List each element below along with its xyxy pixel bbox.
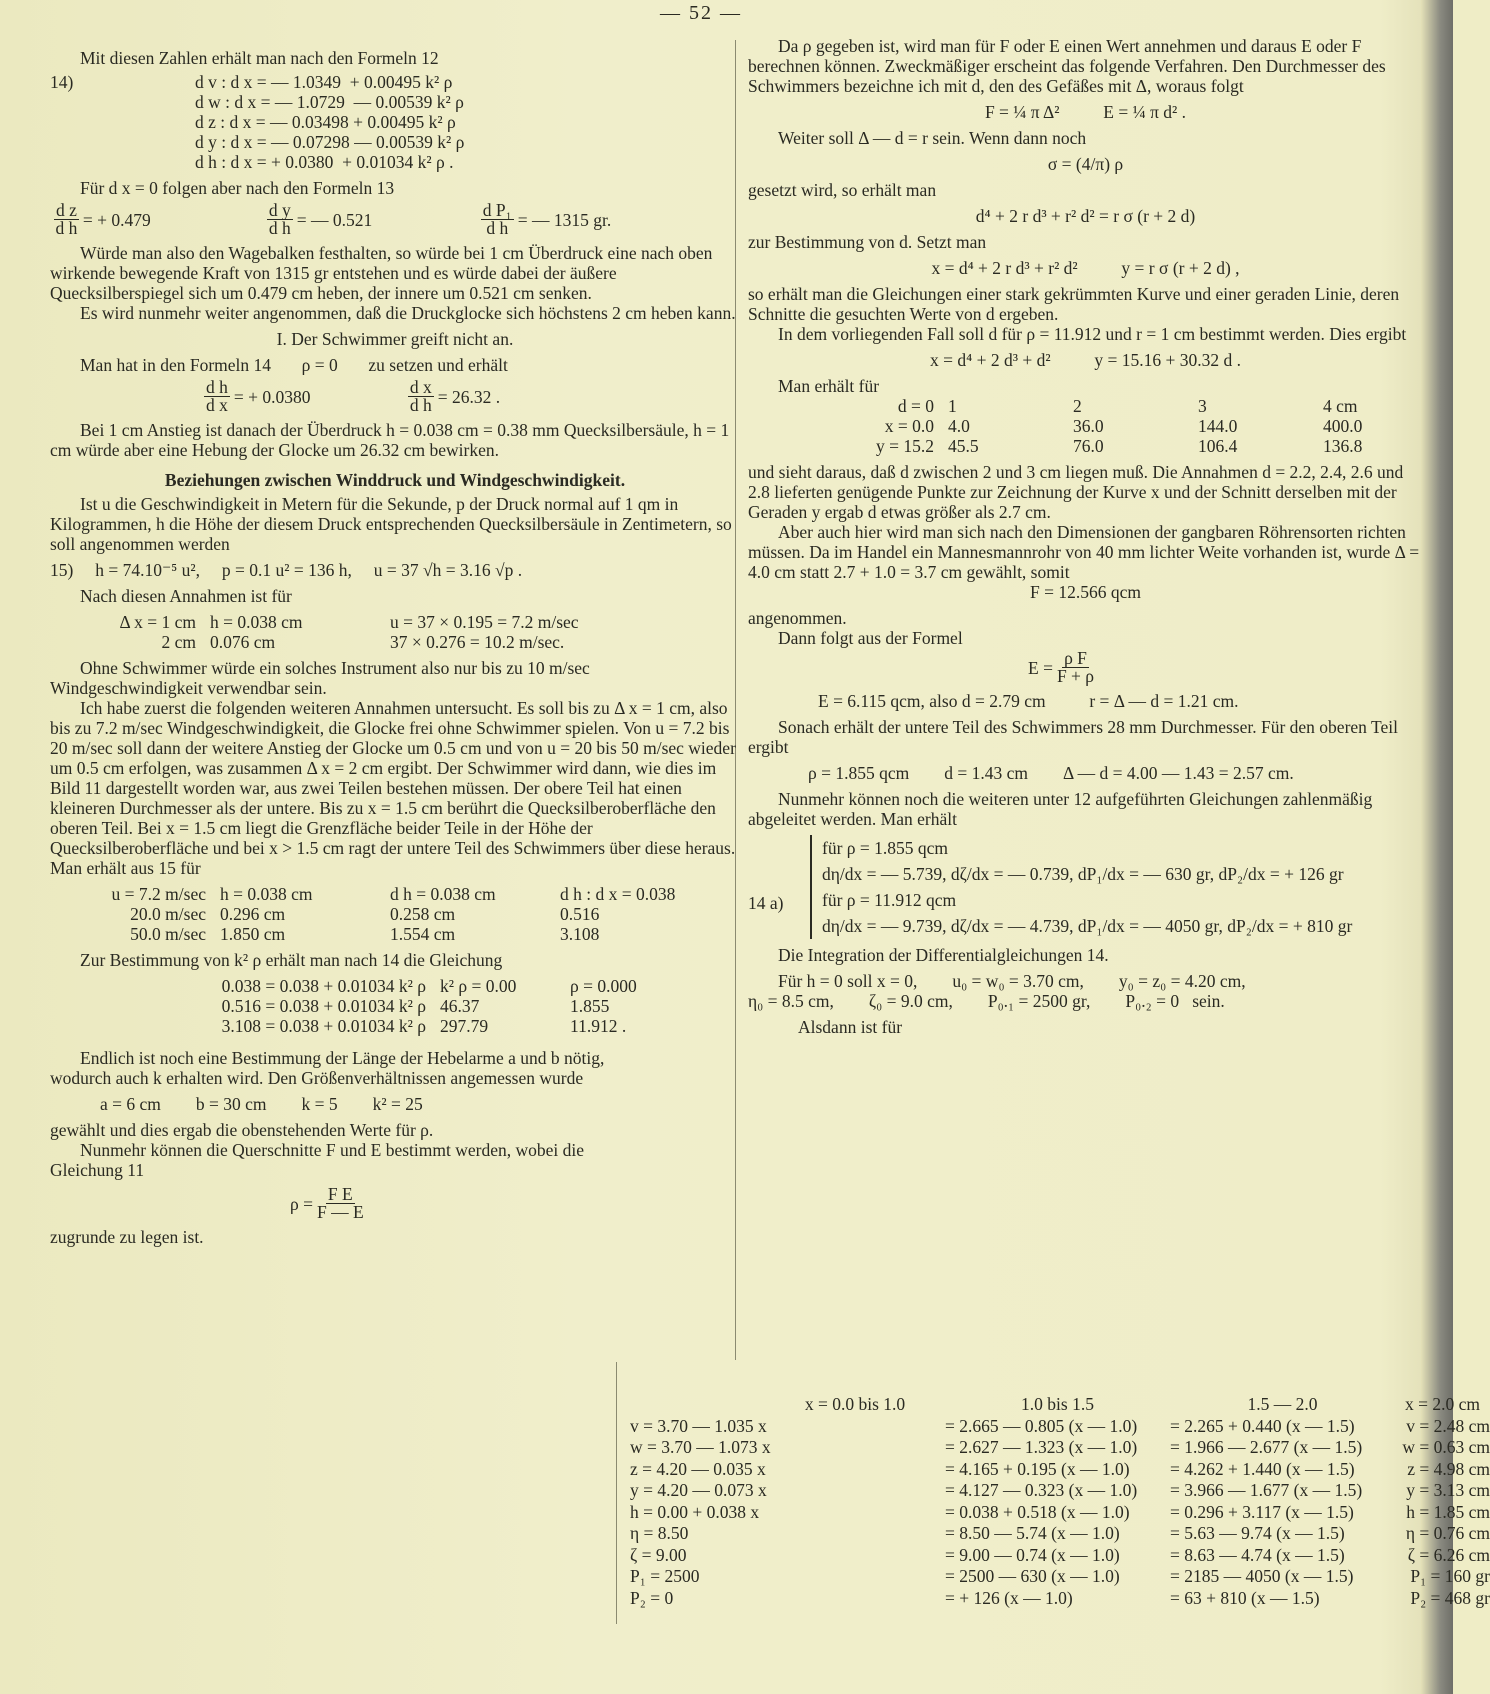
equation-line: d v : d x = — 1.0349 + 0.00495 k² ρ (195, 72, 453, 92)
equation-line: dη/dx = — 5.739, dζ/dx = — 0.739, dP₁/dx = — 630 gr, dP₂/dx = + 126 gr (822, 864, 1344, 884)
table-cell: = 2.627 — 1.323 (x — 1.0) (945, 1437, 1138, 1457)
table-cell: = 8.50 — 5.74 (x — 1.0) (945, 1523, 1120, 1543)
denominator: F + ρ (1056, 666, 1095, 686)
equation-label: 14) (50, 72, 74, 92)
rho2-values: ρ = 1.855 qcm d = 1.43 cm Δ — d = 4.00 — 1.43 = 2.57 cm. (808, 763, 1294, 783)
table-cell: = 9.00 — 0.74 (x — 1.0) (945, 1544, 1120, 1565)
table-cell: 11.912 . (570, 1016, 627, 1036)
dx-table (50, 612, 740, 652)
table-cell: 297.79 (440, 1016, 489, 1036)
header-cell: 1.0 bis 1.5 (1021, 1394, 1094, 1414)
table-cell: = + 126 (x — 1.0) (945, 1587, 1073, 1608)
table-cell: u = 37 × 0.195 = 7.2 m/sec (390, 612, 579, 632)
paragraph: Ohne Schwimmer würde ein solches Instrument also nur bis zu 10 m/sec Windgeschwindigkeit verwendbar sein. (50, 658, 590, 698)
table-row (630, 1458, 1490, 1481)
denominator: d h (268, 218, 291, 238)
d-table (798, 396, 1423, 456)
numerator: d x (409, 377, 432, 397)
paragraph: so erhält man die Gleichungen einer stark gekrümmten Kurve und einer geraden Linie, deren Schnitte die gesuchten Werte von d ergeben. (748, 284, 1400, 324)
paragraph: Aber auch hier wird man sich nach den Dimensionen der gangbaren Röhrensorten richten müssen. Da im Handel ein Mannesmannrohr von 40 mm lichter Weite vorhanden ist, wurde Δ = 4.0 cm statt 2.7 + 1.0 = 3.7 cm gewählt, somit (748, 522, 1420, 582)
table-cell: η = 8.50 (630, 1523, 689, 1543)
table-cell: 0.038 = 0.038 + 0.01034 k² ρ (221, 976, 426, 996)
table-cell: 46.37 (440, 996, 480, 1016)
table-cell: P₂ = 0 (630, 1587, 674, 1608)
equation-line: d y : d x = — 0.07298 — 0.00539 k² ρ (195, 132, 465, 152)
paragraph: Man hat in den Formeln 14 ρ = 0 zu setzen und erhält (80, 355, 508, 375)
paragraph: Es wird nunmehr weiter angenommen, daß die Druckglocke sich höchstens 2 cm heben kann. (80, 303, 736, 323)
header-cell: x = 0.0 bis 1.0 (804, 1394, 906, 1414)
table-cell: z = 4.98 cm (1407, 1458, 1490, 1479)
table-cell: 1.855 (570, 996, 610, 1016)
right-column (748, 36, 1423, 1037)
fraction (54, 202, 79, 237)
rho-formula (290, 1186, 620, 1221)
paragraph: Nach diesen Annahmen ist für (80, 586, 292, 606)
table-row (630, 1437, 1490, 1459)
table-cell: d h = 0.038 cm (390, 884, 496, 904)
table-row (630, 1523, 1490, 1545)
table-cell: 0.296 cm (220, 904, 286, 924)
table-row (630, 1501, 1490, 1524)
equation-line: d z : d x = — 0.03498 + 0.00495 k² ρ (195, 112, 456, 132)
table-cell: = 2.265 + 0.440 (x — 1.5) (1170, 1415, 1355, 1436)
paragraph: Nunmehr können die Querschnitte F und E bestimmt werden, wobei die Gleichung 11 (50, 1140, 584, 1180)
xy2-formula: x = d⁴ + 2 d³ + d² y = 15.16 + 30.32 d . (930, 350, 1241, 370)
paragraph: Alsdann ist für (798, 1017, 903, 1037)
paragraph: Zur Bestimmung von k² ρ erhält man nach 14 die Gleichung (80, 950, 503, 970)
table-cell: = 0.296 + 3.117 (x — 1.5) (1170, 1501, 1354, 1522)
fraction (267, 202, 293, 237)
fractions-row-1 (50, 202, 740, 237)
table-cell: h = 1.85 cm (1406, 1501, 1490, 1522)
fraction (1057, 650, 1094, 685)
table-cell: 136.8 (1323, 436, 1363, 456)
table-cell: = 4.127 — 0.323 (x — 1.0) (945, 1480, 1138, 1500)
table-cell: = 2500 — 630 (x — 1.0) (945, 1566, 1120, 1586)
table-cell: 20.0 m/sec (130, 904, 206, 924)
left-column (50, 48, 740, 1247)
table-cell: = 1.966 — 2.677 (x — 1.5) (1170, 1437, 1363, 1457)
table-cell: = 4.262 + 1.440 (x — 1.5) (1170, 1458, 1355, 1479)
denominator: d h (486, 218, 509, 238)
table-cell: d h : d x = 0.038 (560, 884, 676, 904)
u-table (50, 884, 740, 944)
fraction (204, 379, 230, 414)
table-cell: 400.0 (1323, 416, 1363, 436)
table-row (630, 1544, 1490, 1567)
fraction (481, 202, 514, 237)
table-cell: v = 3.70 — 1.035 x (630, 1415, 767, 1436)
paragraph: Würde man also den Wagebalken festhalten, so würde bei 1 cm Überdruck eine nach oben wirkende bewegende Kraft von 1315 gr entstehen und es würde dabei der äußere Quecksilberspiegel sich um 0.479 cm heben, der innere um 0.521 cm senken. (50, 243, 713, 303)
table-cell: 0.258 cm (390, 904, 456, 924)
table-cell: y = 4.20 — 0.073 x (630, 1480, 767, 1500)
paragraph: Weiter soll Δ — d = r sein. Wenn dann noch (778, 128, 1087, 148)
table-cell: h = 0.038 cm (220, 884, 313, 904)
table-cell: 3.108 (560, 924, 600, 944)
table-cell: y = 15.2 (876, 436, 934, 456)
paragraph: Man erhält für (778, 376, 880, 396)
table-cell: 37 × 0.276 = 10.2 m/sec. (390, 632, 565, 652)
table-cell: P₁ = 2500 (630, 1566, 700, 1586)
paragraph: Dann folgt aus der Formel (778, 628, 963, 648)
table-cell: h = 0.038 cm (210, 612, 303, 632)
table-cell: 4 cm (1323, 396, 1358, 416)
ab-values: a = 6 cm b = 30 cm k = 5 k² = 25 (100, 1094, 423, 1114)
table-cell: P₂ = 468 gr (1410, 1587, 1490, 1608)
table-cell: 3.108 = 0.038 + 0.01034 k² ρ (221, 1016, 426, 1036)
k-table (120, 976, 740, 1036)
equation-line: d h : d x = + 0.0380 + 0.01034 k² ρ . (195, 152, 454, 172)
table-row (630, 1587, 1490, 1610)
fraction-value: = — 0.521 (296, 209, 373, 230)
table-cell: y = 3.13 cm (1406, 1480, 1490, 1500)
table-cell: w = 0.63 cm (1402, 1437, 1490, 1457)
denominator: d x (206, 395, 228, 415)
table-cell: 2 cm (161, 632, 196, 652)
paragraph: Sonach erhält der untere Teil des Schwimmers 28 mm Durchmesser. Für den oberen Teil ergibt (748, 717, 1398, 757)
table-cell: v = 2.48 cm (1406, 1415, 1490, 1436)
table-row (630, 1480, 1490, 1502)
table-cell: 1.850 cm (220, 924, 286, 944)
equation-line: für ρ = 11.912 qcm (822, 890, 957, 910)
equation-15: 15) h = 74.10⁻⁵ u², p = 0.1 u² = 136 h, u = 37 √h = 3.16 √p . (50, 560, 523, 580)
table-header (630, 1394, 1480, 1416)
table-cell: k² ρ = 0.00 (440, 976, 517, 996)
initial-values-1: Für h = 0 soll x = 0, u₀ = w₀ = 3.70 cm, y₀ = z₀ = 4.20 cm, (778, 971, 1246, 991)
equation-14 (50, 72, 740, 172)
page-number: — 52 — (660, 2, 742, 24)
table-cell: z = 4.20 — 0.035 x (630, 1458, 766, 1479)
formula-lhs: ρ = (290, 1193, 313, 1214)
table-cell: Δ x = 1 cm (119, 612, 196, 632)
paragraph: Ich habe zuerst die folgenden weiteren Annahmen untersucht. Es soll bis zu Δ x = 1 cm, also bis zu 7.2 m/sec Windgeschwindigkeit, die Glocke frei ohne Schwimmer spielen. Von u = 7.2 bis 20 m/sec soll dann der weitere Anstieg der Glocke um 0.5 cm und von u = 20 bis 50 m/sec wieder um 0.5 cm erfolgen, was zusammen Δ x = 2 cm ergibt. Der Schwimmer wird dann, wie dies im Bild 11 dargestellt worden war, aus zwei Teilen bestehen müssen. Der obere Teil hat einen kleineren Durchmesser als der untere. Bis zu x = 1.5 cm berührt die Quecksilberoberfläche den oberen Teil. Bei x = 1.5 cm liegt die Grenzfläche beider Teile in der Höhe der Quecksilberoberfläche und bei x > 1.5 cm ragt der untere Teil des Schwimmers über diese heraus. Man erhält aus 15 für (50, 698, 736, 878)
fraction-value: = — 1315 gr. (517, 209, 612, 230)
formula-lhs: E = (1028, 657, 1053, 678)
paragraph: Nunmehr können noch die weiteren unter 12 aufgeführten Gleichungen zahlenmäßig abgeleitet werden. Man erhält (748, 789, 1373, 829)
table-cell: d = 0 (897, 396, 934, 416)
table-cell: 2 (1073, 396, 1082, 416)
table-cell: P₁ = 160 gr (1410, 1566, 1490, 1586)
paragraph: zur Bestimmung von d. Setzt man (748, 232, 987, 252)
denominator: d h (55, 218, 78, 238)
table-cell: = 8.63 — 4.74 (x — 1.5) (1170, 1544, 1345, 1565)
initial-values-2: η₀ = 8.5 cm, ζ₀ = 9.0 cm, P₀.₁ = 2500 gr, P₀.₂ = 0 sein. (748, 991, 1225, 1011)
fractions-row-2 (200, 379, 740, 414)
fraction-value: = + 0.0380 (233, 386, 311, 407)
header-cell: 1.5 — 2.0 (1247, 1394, 1318, 1414)
table-cell: 45.5 (948, 436, 979, 456)
table-row (630, 1415, 1490, 1438)
numerator: F E (327, 1184, 353, 1204)
table-cell: 1 (948, 396, 957, 416)
table-cell: 4.0 (948, 416, 970, 436)
table-cell: h = 0.00 + 0.038 x (630, 1501, 760, 1522)
equation-label: 14 a) (748, 893, 784, 913)
integration-table (630, 1394, 1490, 1609)
denominator: d h (409, 395, 432, 415)
equation-line: dη/dx = — 9.739, dζ/dx = — 4.739, dP₁/dx = — 4050 gr, dP₂/dx = + 810 gr (822, 916, 1353, 936)
table-cell: = 63 + 810 (x — 1.5) (1170, 1587, 1320, 1608)
table-cell: 3 (1198, 396, 1207, 416)
paragraph: Ist u die Geschwindigkeit in Metern für die Sekunde, p der Druck normal auf 1 qm in Kilogrammen, h die Höhe der diesem Druck entsprechenden Quecksilbersäule in Zentimetern, so soll angenommen werden (50, 494, 732, 554)
numerator: ρ F (1064, 648, 1087, 668)
paragraph: zugrunde zu legen ist. (50, 1227, 204, 1247)
xy-formula: x = d⁴ + 2 r d³ + r² d² y = r σ (r + 2 d) , (931, 258, 1240, 278)
fe-formula: F = ¼ π Δ² E = ¼ π d² . (984, 102, 1187, 122)
table-cell: u = 7.2 m/sec (111, 884, 206, 904)
numerator: d P₁ (482, 200, 512, 220)
equation-lines (195, 72, 464, 172)
column-rule-lower (616, 1362, 617, 1624)
table-cell: 0.516 (560, 904, 600, 924)
table-cell: = 4.165 + 0.195 (x — 1.0) (945, 1458, 1130, 1479)
table-cell: 144.0 (1198, 416, 1238, 436)
table-cell: 106.4 (1198, 436, 1238, 456)
paragraph: In dem vorliegenden Fall soll d für ρ = 11.912 und r = 1 cm bestimmt werden. Dies ergibt (778, 324, 1407, 344)
paragraph: gesetzt wird, so erhält man (748, 180, 937, 200)
sigma-formula: σ = (4/π) ρ (1047, 154, 1124, 174)
f-value: F = 12.566 qcm (1030, 582, 1141, 602)
intro-text: Mit diesen Zahlen erhält man nach den Formeln 12 (80, 48, 439, 68)
header-cell: x = 2.0 cm (1405, 1394, 1480, 1414)
integration-rows (630, 1394, 1490, 1609)
paragraph: Die Integration der Differentialgleichungen 14. (778, 945, 1109, 965)
fraction (408, 379, 434, 414)
header-cell (630, 1394, 765, 1416)
section-title: I. Der Schwimmer greift nicht an. (276, 329, 514, 349)
table-cell: ζ = 9.00 (630, 1544, 687, 1565)
fraction-value: = 26.32 . (437, 386, 501, 407)
table-cell: 0.076 cm (210, 632, 276, 652)
denominator: F — E (316, 1202, 364, 1222)
numerator: d z (56, 200, 77, 220)
table-cell: ρ = 0.000 (570, 976, 637, 996)
table-cell: 1.554 cm (390, 924, 456, 944)
equation-lines (810, 835, 1352, 939)
d4-formula: d⁴ + 2 r d³ + r² d² = r σ (r + 2 d) (975, 206, 1196, 226)
e-formula (1028, 650, 1423, 685)
table-row (630, 1566, 1490, 1588)
section-heading: Beziehungen zwischen Winddruck und Windgeschwindigkeit. (164, 470, 626, 490)
table-cell: w = 3.70 — 1.073 x (630, 1437, 771, 1457)
paragraph: angenommen. (748, 608, 847, 628)
table-cell: 50.0 m/sec (130, 924, 206, 944)
lower-left-block (50, 1048, 620, 1247)
paragraph: Endlich ist noch eine Bestimmung der Länge der Hebelarme a und b nötig, wodurch auch k erhalten wird. Den Größenverhältnissen angemessen wurde (50, 1048, 605, 1088)
paragraph: Da ρ gegeben ist, wird man für F oder E einen Wert annehmen und daraus E oder F berechnen können. Zweckmäßiger erscheint das folgende Verfahren. Den Durchmesser des Schwimmers bezeichne ich mit d, den des Gefäßes mit Δ, woraus folgt (748, 36, 1386, 96)
table-cell: = 2185 — 4050 (x — 1.5) (1170, 1566, 1354, 1586)
numerator: d y (268, 200, 291, 220)
equation-line: für ρ = 1.855 qcm (822, 838, 949, 858)
table-cell: 36.0 (1073, 416, 1104, 436)
table-cell: 0.516 = 0.038 + 0.01034 k² ρ (221, 996, 426, 1016)
table-cell: = 2.665 — 0.805 (x — 1.0) (945, 1415, 1138, 1436)
table-cell: = 3.966 — 1.677 (x — 1.5) (1170, 1480, 1363, 1500)
numerator: d h (206, 377, 228, 397)
table-cell: 76.0 (1073, 436, 1104, 456)
fraction-value: = + 0.479 (82, 209, 151, 230)
paragraph: gewählt und dies ergab die obenstehenden Werte für ρ. (50, 1120, 434, 1140)
e-result: E = 6.115 qcm, also d = 2.79 cm r = Δ — d = 1.21 cm. (818, 691, 1239, 711)
equation-14a (748, 835, 1423, 939)
table-cell: = 5.63 — 9.74 (x — 1.5) (1170, 1523, 1345, 1543)
table-cell: ζ = 6.26 cm (1407, 1544, 1490, 1565)
table-cell: η = 0.76 cm (1405, 1523, 1490, 1543)
dx-zero-text: Für d x = 0 folgen aber nach den Formeln 13 (80, 178, 395, 198)
fraction (317, 1186, 364, 1221)
table-cell: = 0.038 + 0.518 (x — 1.0) (945, 1501, 1130, 1522)
paragraph: und sieht daraus, daß d zwischen 2 und 3 cm liegen muß. Die Annahmen d = 2.2, 2.4, 2.6 und 2.8 lieferten genügende Punkte zur Zeichnung der Kurve x und der Schnitt derselben mit der Geraden y ergab d etwas größer als 2.7 cm. (748, 462, 1404, 522)
table-cell: x = 0.0 (884, 416, 934, 436)
paragraph: Bei 1 cm Anstieg ist danach der Überdruck h = 0.038 cm = 0.38 mm Quecksilbersäule, h = 1 cm würde aber eine Hebung der Glocke um 26.32 cm bewirken. (50, 420, 730, 460)
equation-line: d w : d x = — 1.0729 — 0.00539 k² ρ (195, 92, 464, 112)
